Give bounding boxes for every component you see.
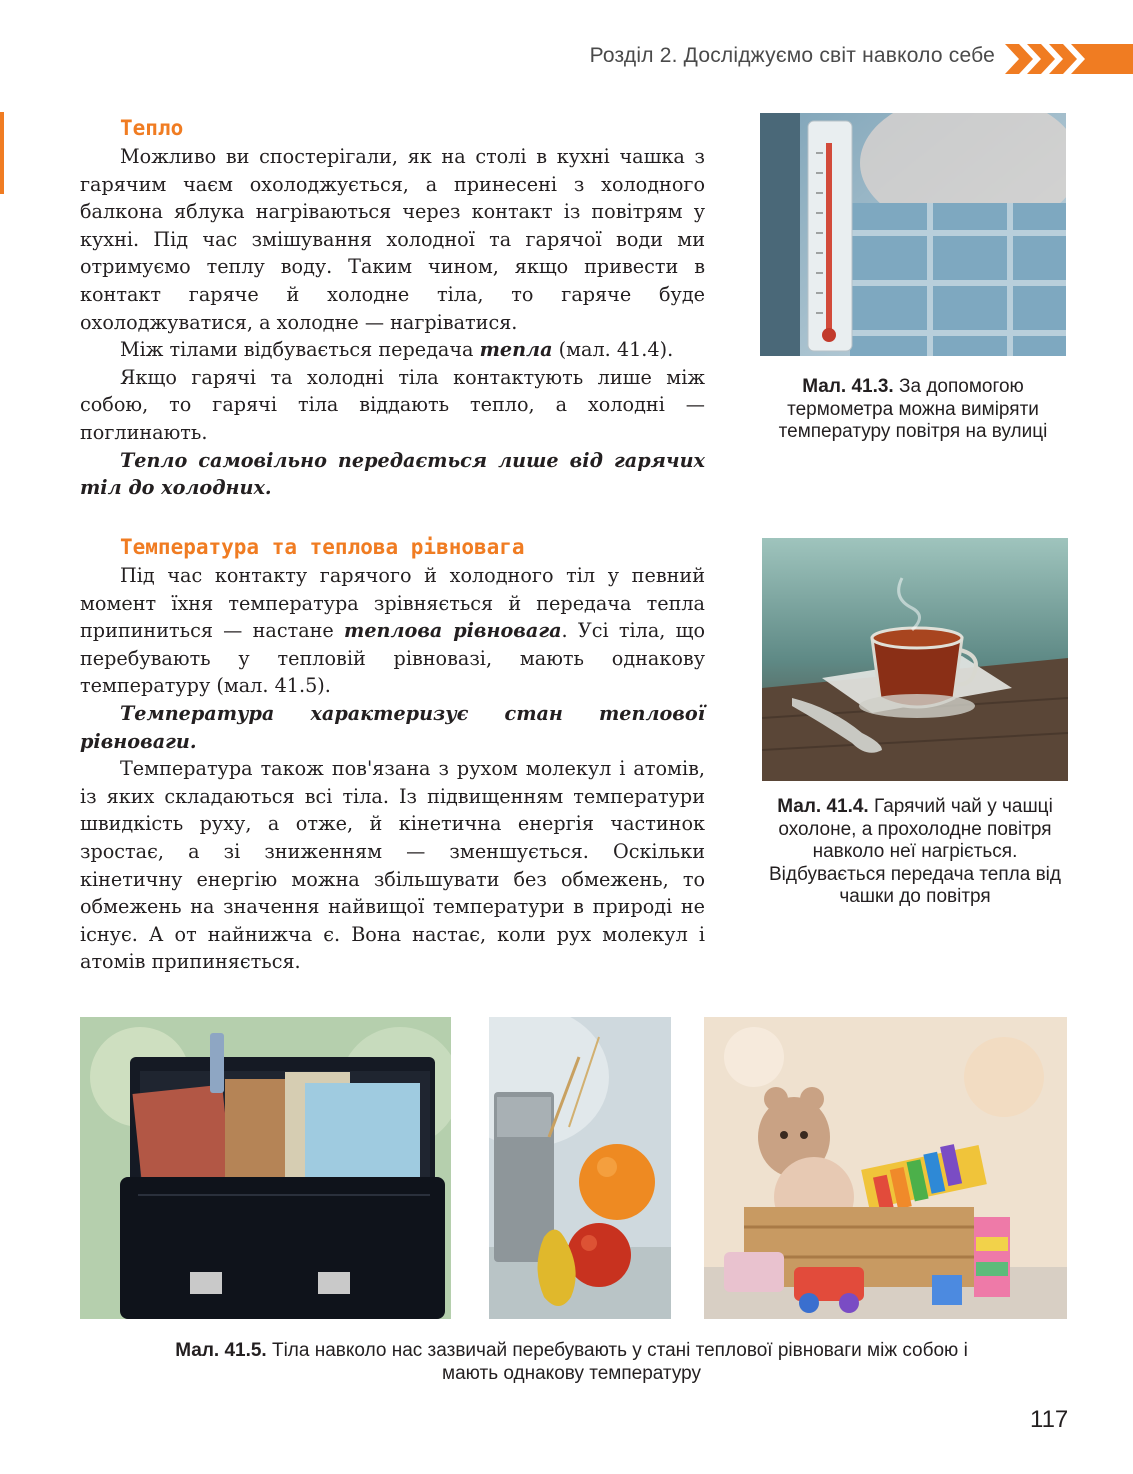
section-heading: Температура та теплова рівновага	[120, 535, 525, 559]
key-rule: Тепло самовільно передається лише від гарячих тіл до холодних.	[80, 448, 705, 500]
school-bag-photo	[80, 1017, 451, 1319]
paragraph: Під час контакту гарячого й холодного тіл у певний момент їхня температура зрівняється й передача тепла припиниться — настане теплова рівновага. Усі тіла, що перебувають у тепловій рівновазі, мають однакову температуру (мал. 41.5).	[80, 564, 705, 698]
toys-photo	[704, 1017, 1067, 1319]
section-heat	[80, 113, 705, 502]
figure-caption-41-3: Мал. 41.3. За допомогою термометра можна виміряти температуру повітря на вулиці	[778, 376, 1048, 443]
paragraph: Температура також пов'язана з рухом молекул і атомів, із яких складаються всі тіла. Із підвищенням температури швидкість руху, а отже, й кінетична енергія частинок зростає, а зі зниженням — зменшується. Оскільки кінетичну енергію можна збільшувати без обмежень, то обмежень на значення найвищої температури в природі не існує. А от найнижча є. Вона настає, коли рух молекул і атомів припиняється.	[80, 757, 705, 974]
term-thermal-equilibrium: теплова рівновага	[344, 619, 562, 643]
figure-caption-41-4: Мал. 41.4. Гарячий чай у чашці охолоне, а прохолодне повітря навколо неї нагріється. Відбувається передача тепла від чашки до повітря	[769, 796, 1061, 908]
chevrons-right-icon	[1005, 42, 1133, 76]
page-edge-marker	[0, 112, 4, 194]
fruit-still-life-photo	[489, 1017, 671, 1319]
figure-label: Мал. 41.5.	[175, 1340, 267, 1361]
section-title: Розділ 2. Досліджуємо світ навколо себе	[589, 44, 995, 67]
figure-label: Мал. 41.4.	[777, 796, 869, 817]
running-header	[0, 40, 1133, 80]
figure-label: Мал. 41.3.	[802, 376, 894, 397]
term-heat: тепла	[479, 338, 553, 362]
paragraph: Між тілами відбувається передача тепла (мал. 41.4).	[120, 338, 674, 362]
thermometer-photo	[760, 113, 1066, 356]
page-number: 117	[1030, 1406, 1069, 1433]
key-rule: Температура характеризує стан теплової рівноваги.	[80, 701, 705, 753]
paragraph: Можливо ви спостерігали, як на столі в кухні чашка з гарячим чаєм охолоджується, а принесені з холодного балкона яблука нагріваються через контакт із повітрям у кухні. Під час змішування холодної та гарячої води ми отримуємо теплу воду. Таким чином, якщо привести в контакт гаряче й холодне тіла, то гаряче буде охолоджуватися, а холодне — нагріватися.	[80, 145, 705, 334]
figure-caption-41-5: Мал. 41.5. Тіла навколо нас зазвичай перебувають у стані теплової рівноваги між собою і мають однакову температуру	[175, 1340, 968, 1384]
tea-cup-photo	[762, 538, 1068, 781]
section-heading: Тепло	[120, 116, 184, 140]
section-temperature	[80, 532, 705, 976]
paragraph: Якщо гарячі та холодні тіла контактують лише між собою, то гарячі тіла віддають тепло, а холодні — поглинають.	[80, 365, 705, 444]
